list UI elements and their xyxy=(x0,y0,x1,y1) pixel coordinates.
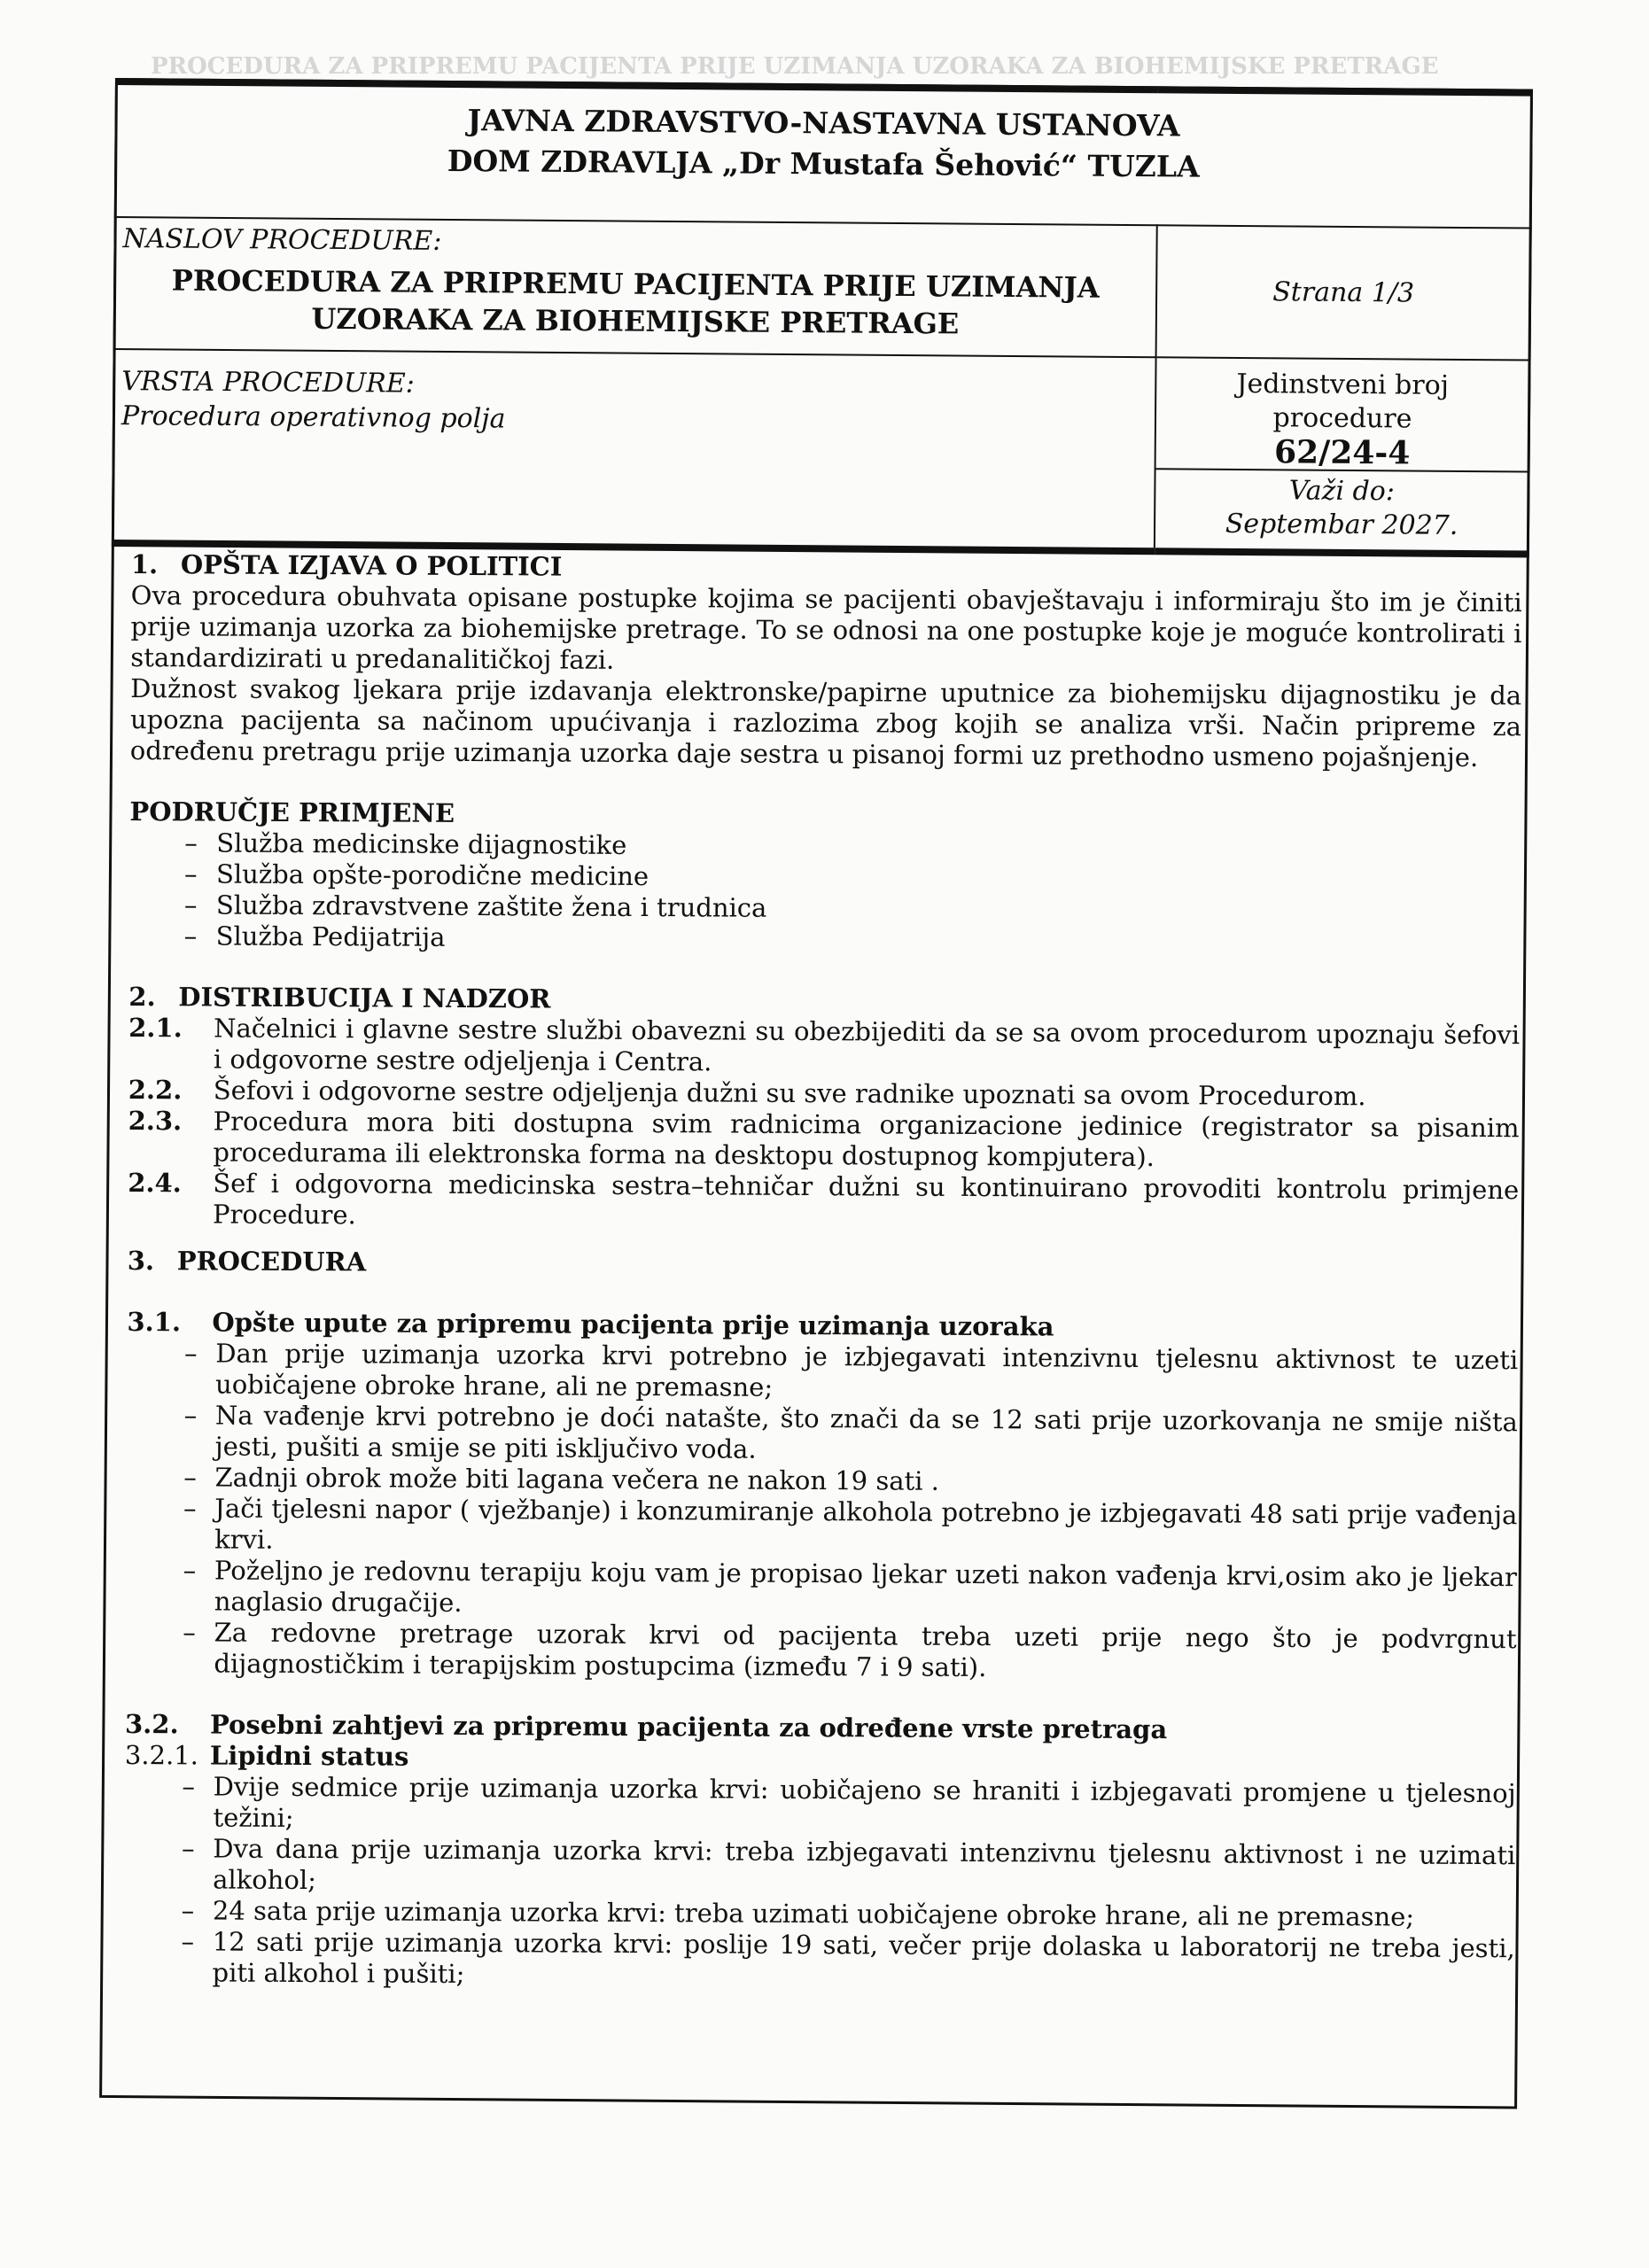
instruction-text: Zadnji obrok može biti lagana večera ne nakon 19 sati . xyxy=(214,1462,940,1496)
type-value: Procedura operativnog polja xyxy=(121,400,506,435)
instruction-text: Za redovne pretrage uzorak krvi od pacijenta treba uzeti prije nego što je podvrgnut dijagnostičkim i terapijskim postupcima (između 7 i 9 sati). xyxy=(214,1617,1517,1683)
instruction-text: Dan prije uzimanja uzorka krvi potrebno je izbjegavati intenzivnu tjelesnu aktivnost te uzeti uobičajene obroke hrane, ali ne premasne; xyxy=(214,1338,1519,1402)
scope-item: – Služba zdravstvene zaštite žena i trudnica xyxy=(184,889,1521,928)
subsection-number: 3.2.1. xyxy=(124,1739,198,1771)
subsection-title: Lipidni status xyxy=(209,1740,409,1772)
item-number: 2.2. xyxy=(128,1074,183,1106)
lipid-instruction-item: – 12 sati prije uzimanja uzorka krvi: poslije 19 sati, večer prije dolaska u laboratorij ne treba jesti, piti alkohol i pušiti; xyxy=(162,1926,1514,1995)
instruction-item: – Na vađenje krvi potrebno je doći natašte, što znači da se 12 sati prije uzorkovanja ne smije ništa jesti, pušiti a smije se piti isključivo voda. xyxy=(166,1400,1518,1469)
valid-date: Septembar 2027. xyxy=(1225,508,1458,541)
instruction-text: 12 sati prije uzimanja uzorka krvi: poslije 19 sati, večer prije dolaska u laboratorij ne treba jesti, piti alkohol i pušiti; xyxy=(212,1926,1515,1989)
subsection-number: 3.2. xyxy=(124,1708,179,1740)
instruction-text: Na vađenje krvi potrebno je doći natašte, što znači da se 12 sati prije uzorkovanja ne smije ništa jesti, pušiti a smije se piti isključivo voda. xyxy=(214,1400,1518,1464)
item-text: Šefovi i odgovorne sestre odjeljenja dužni su sve radnike upoznati sa ovom Procedurom. xyxy=(213,1075,1366,1112)
distribution-item xyxy=(128,1013,1520,1082)
section-number: 1. xyxy=(130,549,159,580)
item-number: 2.4. xyxy=(128,1167,182,1199)
item-text: Šef i odgovorna medicinska sestra–tehničar dužni su kontinuirano provoditi kontrolu primjene Procedure. xyxy=(212,1168,1520,1231)
item-number: 2.1. xyxy=(128,1012,183,1044)
institution-line-2: DOM ZDRAVLJA „Dr Mustafa Šehović“ TUZLA xyxy=(447,143,1200,184)
subsection-title: Opšte upute za pripremu pacijenta prije uzimanja uzoraka xyxy=(212,1307,1054,1342)
institution-line-1: JAVNA ZDRAVSTVO-NASTAVNA USTANOVA xyxy=(467,103,1180,144)
instruction-item: – Poželjno je redovnu terapiju koju vam je propisao ljekar uzeti nakon vađenja krvi,osim ako je ljekar naglasio drugačije. xyxy=(165,1555,1517,1624)
item-text: Procedura mora biti dostupna svim radnicima organizacione jedinice (registrator sa pisanim procedurama ili elektronska forma na desktopu dostupnog kompjutera). xyxy=(213,1106,1520,1173)
policy-paragraph-1: Ova procedura obuhvata opisane postupke kojima se pacijenti obavještavaju i informiraju što im je činiti prije uzimanja uzorka za biohemijske pretrage. To se odnosi na one postupke koje je moguće kontrolirati i standardizirati u predanalitičkoj fazi. xyxy=(130,579,1522,675)
id-label-2: procedure xyxy=(1272,402,1412,435)
lipid-instruction-item: – 24 sata prije uzimanja uzorka krvi: treba uzimati uobičajene obroke hrane, ali ne premasne; xyxy=(163,1895,1515,1933)
section-number: 3. xyxy=(127,1245,155,1277)
lipid-instruction-item: – Dva dana prije uzimanja uzorka krvi: treba izbjegavati intenzivnu tjelesnu aktivnost i ne uzimati alkohol; xyxy=(163,1833,1515,1902)
id-label-1: Jedinstveni broj xyxy=(1236,368,1450,401)
scope-item: – Služba Pedijatrija xyxy=(184,920,1521,959)
lipid-instruction-item: – Dvije sedmice prije uzimanja uzorka krvi: uobičajeno se hraniti i izbjegavati promjene u tjelesnoj težini; xyxy=(163,1771,1515,1840)
instruction-text: Jači tjelesni napor ( vježbanje) i konzumiranje alkohola potrebno je izbjegavati 48 sati prije vađenja krvi. xyxy=(214,1493,1518,1555)
distribution-item xyxy=(128,1168,1519,1237)
section-title: DISTRIBUCIJA I NADZOR xyxy=(178,982,551,1014)
item-text: Načelnici i glavne sestre službi obavezni su obezbijediti da se sa ovom procedurom upoznaju šefovi i odgovorne sestre odjeljenja i Centra. xyxy=(213,1013,1521,1077)
procedure-title-line-1: PROCEDURA ZA PRIPREMU PACIJENTA PRIJE UZIMANJA xyxy=(171,263,1100,305)
item-number: 2.3. xyxy=(128,1105,183,1137)
scope-item: – Služba opšte-porodične medicine xyxy=(184,858,1521,897)
scope-list xyxy=(129,827,1521,959)
valid-label: Važi do: xyxy=(1288,475,1396,508)
instruction-text: Poželjno je redovnu terapiju koju vam je propisao ljekar uzeti nakon vađenja krvi,osim ako je ljekar naglasio drugačije. xyxy=(214,1555,1518,1618)
instruction-text: Dva dana prije uzimanja uzorka krvi: treba izbjegavati intenzivnu tjelesnu aktivnost i ne uzimati alkohol; xyxy=(213,1833,1516,1896)
instruction-item: – Jači tjelesni napor ( vježbanje) i konzumiranje alkohola potrebno je izbjegavati 48 sati prije vađenja krvi. xyxy=(165,1493,1517,1562)
scope-item: – Služba medicinske dijagnostike xyxy=(184,827,1521,866)
section-title: PROCEDURA xyxy=(176,1246,367,1278)
subsection-title: Posebni zahtjevi za pripremu pacijenta za određene vrste pretraga xyxy=(209,1709,1168,1745)
bleed-through-heading: PROCEDURA ZA PRIPREMU PACIJENTA PRIJE UZIMANJA UZORAKA ZA BIOHEMIJSKE PRETRAGE xyxy=(151,53,1439,80)
policy-paragraph-2: Dužnost svakog ljekara prije izdavanja elektronske/papirne uputnice za biohemijsku dijagnostiku je da upozna pacijenta sa načinom upućivanja i razlozima zbog kojih se analiza vrši. Način pripreme za određenu pretragu prije uzimanja uzorka daje sestra u pisanoj formi uz prethodno usmeno pojašnjenje. xyxy=(129,672,1522,773)
instruction-item: – Dan prije uzimanja uzorka krvi potrebno je izbjegavati intenzivnu tjelesnu aktivnost te uzeti uobičajene obroke hrane, ali ne premasne; xyxy=(166,1338,1518,1407)
page-number: Strana 1/3 xyxy=(1272,276,1415,309)
procedure-id: 62/24-4 xyxy=(1273,433,1411,472)
instruction-item: – Za redovne pretrage uzorak krvi od pacijenta treba uzeti prije nego što je podvrgnut dijagnostičkim i terapijskim postupcima (između 7 i 9 sati). xyxy=(164,1617,1516,1686)
type-label: VRSTA PROCEDURE: xyxy=(121,366,415,400)
distribution-item xyxy=(128,1106,1519,1175)
document-body xyxy=(123,549,1521,1995)
instruction-item: – Zadnji obrok može biti lagana večera ne nakon 19 sati . xyxy=(165,1462,1517,1500)
section-title: OPŠTA IZJAVA O POLITICI xyxy=(180,549,563,582)
subsection-number: 3.1. xyxy=(127,1306,182,1338)
section-number: 2. xyxy=(128,981,156,1013)
scope-heading: PODRUČJE PRIMJENE xyxy=(129,796,455,828)
title-label: NASLOV PROCEDURE: xyxy=(122,223,442,257)
instruction-text: Dvije sedmice prije uzimanja uzorka krvi: uobičajeno se hraniti i izbjegavati promjene u tjelesnoj težini; xyxy=(213,1771,1516,1833)
procedure-title-line-2: UZORAKA ZA BIOHEMIJSKE PRETRAGE xyxy=(311,301,960,341)
instruction-text: 24 sata prije uzimanja uzorka krvi: treba uzimati uobičajene obroke hrane, ali ne premasne; xyxy=(212,1895,1415,1932)
